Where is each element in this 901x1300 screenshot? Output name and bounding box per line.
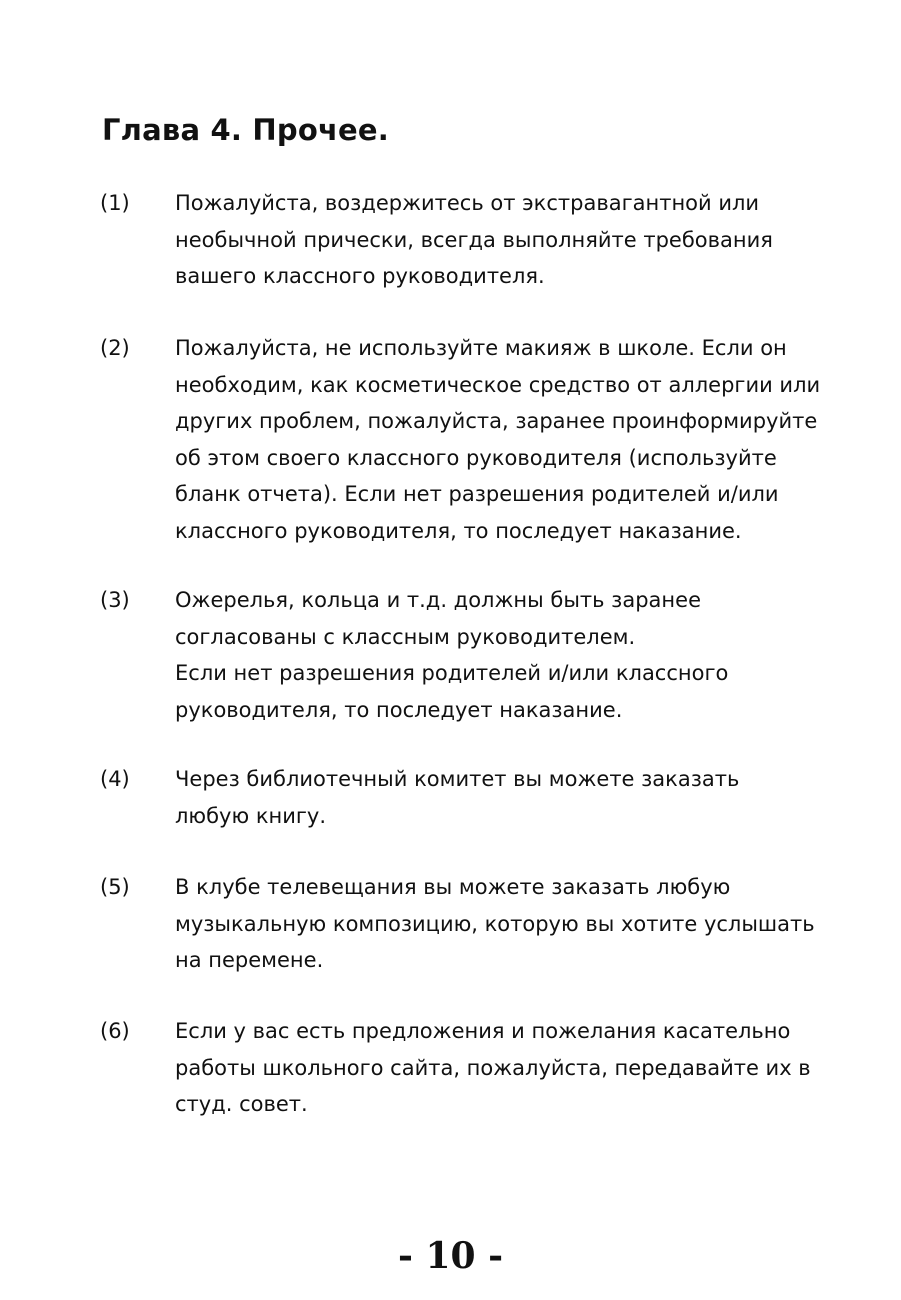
item-text — [175, 185, 773, 295]
item-text-line: классного руководителя, то последует наказание. — [175, 518, 742, 543]
item-number: (3) — [100, 588, 130, 612]
item-text-line: музыкальную композицию, которую вы хотите услышать — [175, 911, 815, 936]
item-text-line: согласованы с классным руководителем. — [175, 624, 636, 649]
page-number: - 10 - — [397, 1235, 504, 1277]
chapter-title: Глава 4. Прочее. — [102, 113, 390, 147]
item-number: (5) — [100, 875, 130, 899]
item-text-line: Ожерелья, кольца и т.д. должны быть заранее — [175, 588, 701, 612]
item-text-line: Через библиотечный комитет вы можете заказать — [175, 767, 740, 791]
item-text-line: Пожалуйста, воздержитесь от экстравагантной или — [175, 191, 760, 215]
item-text-line: бланк отчета). Если нет разрешения родителей и/или — [175, 482, 779, 506]
item-number: (4) — [100, 767, 130, 791]
list-item — [100, 1013, 811, 1123]
item-text — [175, 869, 815, 979]
list-item — [100, 582, 728, 728]
item-text-line: любую книгу. — [175, 803, 327, 828]
item-text-line: студ. совет. — [175, 1092, 308, 1116]
item-text-line: вашего классного руководителя. — [175, 264, 545, 288]
item-text-line: других проблем, пожалуйста, заранее проинформируйте — [175, 409, 818, 433]
item-text-line: на перемене. — [175, 948, 324, 972]
list-item — [100, 869, 815, 979]
list-item — [100, 330, 820, 549]
item-text-line: Пожалуйста, не используйте макияж в школе. Если он — [175, 336, 787, 360]
item-text — [175, 330, 820, 549]
item-text-line: об этом своего классного руководителя (используйте — [175, 445, 777, 470]
item-text-line: работы школьного сайта, пожалуйста, передавайте их в — [175, 1055, 811, 1080]
item-text-line: необходим, как косметическое средство от аллергии или — [175, 372, 821, 397]
item-number: (2) — [100, 336, 130, 360]
item-number: (1) — [100, 191, 130, 215]
item-text — [175, 582, 728, 728]
list-item — [100, 185, 773, 295]
item-number: (6) — [100, 1019, 130, 1043]
item-text-line: В клубе телевещания вы можете заказать любую — [175, 875, 731, 899]
item-text-line: руководителя, то последует наказание. — [175, 697, 623, 722]
item-text-line: Если у вас есть предложения и пожелания касательно — [175, 1019, 791, 1043]
item-text — [175, 1013, 811, 1123]
item-text-line: Если нет разрешения родителей и/или классного — [175, 661, 729, 685]
item-text-line: необычной прически, всегда выполняйте требования — [175, 227, 773, 252]
item-text — [175, 761, 739, 834]
list-item — [100, 761, 739, 834]
